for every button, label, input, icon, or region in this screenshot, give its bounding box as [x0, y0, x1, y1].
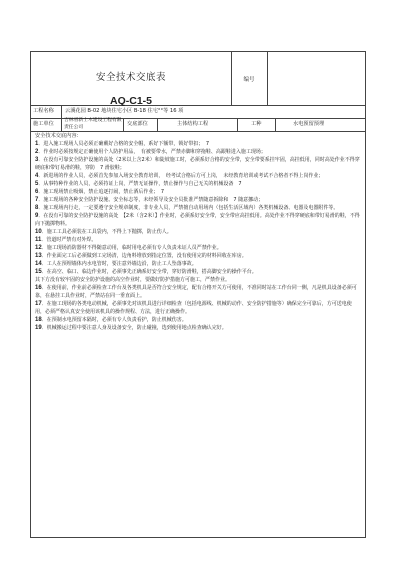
handover-part-label: 交底部位: [127, 121, 148, 127]
item-number: 17: [35, 301, 42, 307]
item-number: 4: [35, 173, 39, 179]
form-code: AQ-C1-5: [109, 95, 152, 107]
content-item: [35, 324, 363, 332]
item-text: ．作业面完工后必须做到工完场清，边角料堆放到指定位置，没有使用完的材料回收在库房。: [41, 253, 247, 259]
content-item: [35, 204, 363, 212]
item-number: 9: [35, 213, 39, 219]
item-text: ．机械搬运过程中要注意人身及设备安全，防止碰撞，选到使用地点检查确认完好。: [41, 325, 227, 331]
content-item: [35, 180, 363, 188]
item-tail: 7: [155, 189, 165, 195]
content-item: [35, 268, 363, 276]
item-text: ．在高空、临口、临边作业时，必须事先正确系好安全带，穿好防滑鞋，搭高脚安全的操作平台。: [41, 269, 257, 275]
item-number: 8: [35, 205, 39, 211]
handover-part-value: 主体结构工程: [177, 121, 209, 127]
item-text: ．从事特种作业的人员，必须持证上岗，严禁无证操作，禁止操作与自己无关的机械设备: [38, 181, 234, 187]
item-text: ．在没有可靠的安全防护设施的高处 【2米（含2米）】作业时，必须系好安全带，安全带应高挂低用。高处作业不得穿硬底和带钉易滑的鞋，不得向下抛掷物料。: [35, 213, 360, 227]
item-text: ．在预制水电预留本隔时，必须有专人负责看护，防止机械伤害。: [41, 317, 187, 323]
item-number: 18: [35, 317, 42, 323]
item-text: ．新进场的作业人员，必须首先参加入场安全教育培训， 经考试合格后方可上岗， 未经教育培训或考试不合格者不得上岗作业；: [38, 173, 324, 179]
item-tail: 7: [233, 181, 242, 187]
item-number: 6: [35, 189, 39, 195]
content-item: [35, 228, 363, 236]
trade-label: 工种: [251, 121, 262, 127]
content-item: [35, 236, 363, 244]
content-item: [35, 260, 363, 268]
label-col-divider: [61, 105, 62, 131]
content-item: [35, 284, 363, 300]
content-item: [35, 140, 363, 148]
item-number: 14: [35, 261, 42, 267]
handover-content: [33, 133, 363, 332]
content-item: [35, 212, 363, 228]
item-text: ．管道时严禁有对外焊。: [41, 237, 97, 243]
project-name-value: 云溪花园 B-02 地块住宅小区 B-18 住宅°°等 16 项: [65, 108, 184, 114]
item-number: 1: [35, 141, 39, 147]
item-number: 11: [35, 237, 42, 243]
col-divider: [237, 118, 238, 131]
item-text: ．施工现场消防器材不得随意动用，临时用电必须有专人负责未证人员严禁作业。: [41, 245, 222, 251]
item-number: 5: [35, 181, 39, 187]
item-tail: 7 随意挪动；: [228, 197, 264, 203]
item-text: ．在没有可靠安全防护设施的高处（2米以上含2米）和陡坡施工时，必须系好合格的安全带，安全带要系挂牢固，高挂低用，同时高处作业不得穿硬底和带钉易滑的鞋，穿防: [35, 157, 360, 171]
content-item: [35, 196, 363, 204]
item-text: ．施工现场禁止吸烟，禁止追逐打闹，禁止酒后作业；: [38, 189, 156, 195]
form-title: 安全技术交底表: [95, 72, 166, 83]
content-item: [35, 172, 363, 180]
item-tail: 7: [200, 141, 210, 147]
number-label: 编号: [243, 77, 255, 83]
content-item: [35, 188, 363, 196]
item-text: ．在施工现场的各类电动机械，必须事先对该机具进行详细检查（包括电源线、机械的动作、安全防护措施等）确保完全可靠后，方可送电使用，必须严格认真安全使用该机具的操作规程、方法，进行正确操作。: [35, 301, 352, 315]
content-item: [35, 156, 363, 172]
col-divider: [123, 118, 124, 131]
item-text: ．工人在预埋墙体内水电管时，要注意外墙边沿，防止工人坠落事故。: [41, 261, 197, 267]
item-text: ．施工现场内行走，一定要遵守安全规章制度，非专业人员，严禁擅自动用场内（包括生活区域内）各类机械设备、电器及电器附件等。: [38, 205, 339, 211]
item-number: 19: [35, 325, 42, 331]
content-item-list: [33, 140, 363, 332]
content-item: [35, 316, 363, 324]
item-text: ．施工工具必须装在工具袋内，不得上下抛掷，防止伤人。: [41, 229, 172, 235]
item-number: 15: [35, 269, 42, 275]
row-divider: [31, 131, 365, 132]
content-item: [35, 244, 363, 252]
content-heading: 安全技术交底内容：: [35, 133, 82, 139]
content-item: [35, 252, 363, 260]
trade-value: 水电预留预埋: [293, 121, 325, 127]
item-text: 其下方没有较牢固的安全防护设施的高空作业时，要做好防护措施方可施工，严禁作业。: [35, 277, 231, 283]
item-text: ．施工现场的各种安全防护设施、安全标志等，未经领导及安全员批准严禁随意拆除和: [38, 197, 229, 203]
item-text: ．作业时必须按规定正确使用个人防护用品， 有被要带水，严禁赤脚和穿拖鞋、高跟鞋进入施工现场；: [38, 149, 266, 155]
content-item: [35, 276, 363, 284]
col-divider: [157, 118, 158, 131]
header-col-divider: [267, 52, 268, 105]
safety-handover-table: [30, 51, 366, 538]
item-number: 16: [35, 285, 42, 291]
item-number: 13: [35, 253, 42, 259]
content-item: [35, 300, 363, 316]
item-text: ．进入施工现场人员必须正确戴好合格的安全帽，系好下额带，锁好带扣；: [38, 141, 201, 147]
construction-unit-value: 吉林省新士木建设工程有限责任公司: [64, 118, 122, 130]
col-divider: [275, 118, 276, 131]
construction-unit-label: 施工单位: [33, 121, 54, 127]
item-number: 7: [35, 197, 39, 203]
project-name-label: 工程名称: [33, 108, 54, 114]
content-item: [35, 148, 363, 156]
item-tail: 7 滑胶鞋；: [95, 165, 125, 171]
item-number: 10: [35, 229, 42, 235]
item-text: ．在使用前，作业前必须检查工作台及各类机具是否符合安全规定，配有合格开关方可使用，不准同时站在工作台同一侧，凡是机具设备必须可靠，在悬挂工具作业时，严禁站在同一垂直面上。: [35, 285, 357, 299]
item-number: 3: [35, 157, 39, 163]
item-number: 2: [35, 149, 39, 155]
item-number: 12: [35, 245, 42, 251]
